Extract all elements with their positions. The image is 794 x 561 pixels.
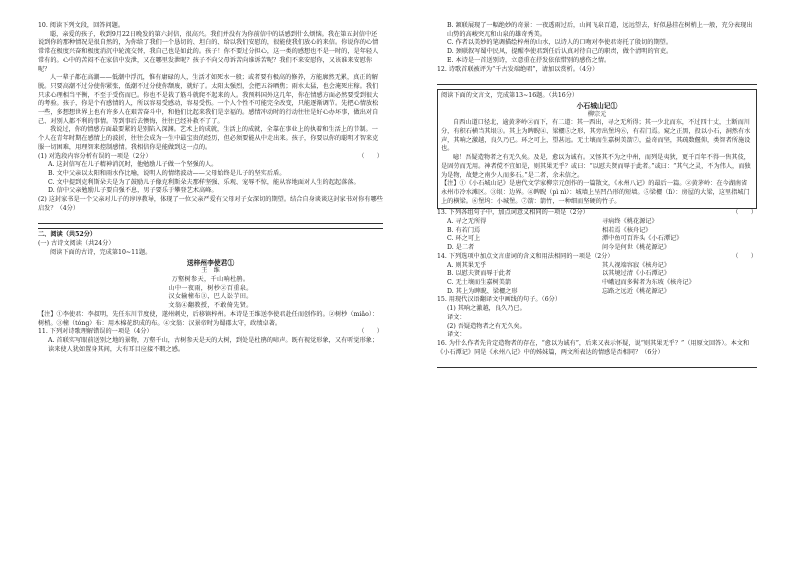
option-a: A. 首联实写眼前送别之地的景物，万壑千山，古树参天是天的大树，到处是杜鹃的啼声。既有视觉形象，又有听觉形象；读来使人犹如置身其间，大有耳目应接不暇之感。	[48, 336, 379, 353]
q14-text: 14. 下列选项中加点文言虚词的含义和用法相同的一项是（2分）	[437, 252, 614, 260]
poem-line: 汉女输橦布③，巴人讼芋田。	[168, 293, 253, 301]
translation-label-text: 译文：	[447, 313, 466, 321]
q10-sub1-text: (1) 对选段内容分析有误的一项是（2分）	[38, 152, 152, 160]
q14-stem	[437, 253, 757, 262]
answer-paren[interactable]: （ ）	[358, 152, 383, 160]
passage-paragraph: 聪，亲爱的孩子，收到9月22日晚发的第六封信，很高兴。我们并没有为你前信中的话感到什么烦恼。我在第五封信中还说到你的那种情况是很自然的，为你给了我们一个恳切的、坦白的、给以我们安慰的，很能使我们放心的来信。你说你的心情常常在极度兴奋和极度消沉中轮流交替，我自己也是如此的。孩子！你不要过分担心，这一类的感想也不是一时的，是年轻人常有的。心中的苦闷不在家信中发泄，又在哪里发泄呢？孩子不向父母诉苦向谁诉苦呢？我们不来安慰你，又该谁来安慰你呢？	[38, 30, 379, 73]
box-header: 阅读下面的文言文，完成第13~16题。（共16分）	[441, 92, 579, 100]
option-left: C. 无土壤而生嘉树美箭	[447, 278, 512, 286]
q11-text: 11. 下列对诗歌理解错误的一项是（4分）	[38, 328, 153, 336]
option-right: 以其境过清《小石潭记》	[602, 270, 671, 278]
option-left: B. 以慰夫贤而辱于此者	[447, 270, 512, 278]
q16-stem: 16. 为什么作者先肯定造物者的存在，“愈以为诚有”，后来又表示怀疑，说“则其果无乎？”（用原文回答）。本文和《小石潭记》同是《永州八记》中的姊妹篇，两文所表达的情感是否相同？（6分）	[437, 339, 750, 356]
divider	[38, 228, 383, 229]
passage-paragraph: 我说过，你的情感方面最要紧的是别陷入深渊。艺术上的成就，生活上的成就，全靠在事业上的执着和生活上的节制。一个人在青年时期在感情上的波折，往往会成为一生中最宝贵的经历，但必须要能从中走出来。孩子，你要以你的聪明才智来克服一切困难，用理智来控制感情。我相信你是能做到这一点的。	[38, 126, 379, 151]
q15-item: (2) 吾疑造物者之有无久矣。	[447, 322, 526, 330]
option-row	[437, 262, 757, 271]
option-c: C. 作者以美妙的笔调描绘梓州的山水，以诗人的口吻对李使君寄托了殷切的期望。	[447, 39, 673, 47]
option-b: B. 颔联展现了一幅绝妙的奇景：一夜透雨过后，山间飞泉百道，远远望去，好似悬挂在树梢上一般，充分表现出山势的高峻突兀和山泉的雄奇秀美。	[447, 22, 753, 38]
prose-title: 小石城山记①	[576, 101, 618, 110]
poem-line: 万壑树参天，千山响杜鹃。	[171, 275, 250, 283]
answer-paren[interactable]: （ ）	[358, 328, 383, 336]
poem-author: 王 维	[201, 267, 220, 275]
poem-note: 【注】①李使君：李叔明，先任东川节度使，遂州刺史，后移镇梓州。本诗是王维送李使君赴任而创作的。②树杪（miǎo）：树梢。③橦（tóng）布：用木棉花织成的布。④文翁：汉景帝时为蜀郡太守，政绩卓著。	[38, 310, 379, 327]
option-left: D. 其上为睥睨、梁欐之形	[447, 287, 518, 295]
q15-item: (1) 其响之激越，良久乃已。	[447, 305, 526, 313]
q13-text: 13. 下列各组句子中，加点词意义相同的一项是（2分）	[437, 209, 589, 217]
q12-stem: 12. 诗歌首联被评为“千古发端绝唱”，请加以赏析。（4分）	[437, 65, 599, 73]
prose-author: 柳宗元	[587, 110, 607, 118]
passage-paragraph: 人一辈子都在高潮——低潮中浮沉，惟有庸碌的人，生活才如死水一般；或者要有极高的修养，方能廓然无累，真正的解脱。只要高潮不过分使你紧张，低潮不过分使你颓废，就好了。太阳太强烈，会把五谷晒焦；雨水太猛，也会淹死庄稼。我们只求心理相当平衡，不至于受伤而已。你也不是栽了筋斗就爬不起来的人。我预料国外这几年，你在情感方面必然要受到很大的考验。孩子，你是个有感情的人，所以容易受感动，容易受伤。一个人个性不可能完全改变，只能逐渐调节。先把心情放松一些，多想想世界上也有许多人在艰苦奋斗中，和他们比起来我们是幸福的。感情冲动时的行动往往是好心办坏事，做出对自己、对别人都不利的事情。等到事后去懊悔，往往已经补救不了了。	[38, 74, 379, 125]
option-left: B. 有若门焉	[447, 226, 481, 234]
option-row	[437, 227, 757, 236]
option-c: C. 文中提到克利斯朵夫是为了鼓励儿子像克利斯朵夫那样坚强、乐观、宠辱不惊，能从容地面对人生的起起落落。	[48, 178, 360, 186]
option-left: A. 寻之无所得	[447, 218, 487, 226]
answer-line[interactable]	[38, 215, 383, 224]
answer-line[interactable]	[437, 76, 757, 85]
q10-sub2: (2) 这封家书是一个父亲对儿子的谆谆教导，体现了一位父亲严爱有父母对子女深切的期望。结合自身谈谈这封家书对你有哪些启发？（4分）	[38, 196, 383, 212]
option-row	[437, 270, 757, 279]
option-row	[437, 235, 757, 244]
option-b: B. 文中父亲以太阳和雨水作比喻，说明人的情绪波动——父母始终是儿子的坚实后盾。	[48, 169, 286, 177]
prose-paragraph: 噫！吾疑造物者之有无久矣。及是，愈以为诚有。又怪其不为之中州，而列是夷狄，更千百年不得一售其伎，是固劳而无用。神者傥不宜如是，则其果无乎？或曰：“以慰夫贤而辱于此者。”或曰：“其气之灵，不为伟人，而独为是物，故楚之南少人而多石。”是二者，余未信之。	[441, 154, 751, 179]
poem-title: 送梓州李使君①	[186, 258, 235, 267]
option-right: 寻病终《桃花源记》	[602, 218, 658, 226]
translation-label	[437, 314, 757, 323]
reading-box	[437, 89, 757, 209]
option-right: 相若焉《核舟记》	[602, 226, 652, 234]
subsection-heading: (一) 古诗文阅读（共24分）	[38, 240, 115, 248]
prose-note: 【注】①《小石城山记》是唐代文学家柳宗元创作的一篇散文，《永州八记》的最后一篇。②黄茅岭：在今湖南省永州市冷水滩区。③垠：边界。④睥睨（pì nì）：城墙上呈凹凸形的短墙。⑤梁欐（lì）：房屋的大梁，这里指城门上的横梁。⑥堡坞：小城堡。⑦箭：箭竹，一种细而坚硬的竹子。	[441, 180, 750, 205]
option-row	[437, 279, 757, 288]
poem-intro: 阅读下面的古诗，完成第10~11题。	[50, 248, 152, 256]
option-d: D. 信中父亲勉励儿子要自强不息，男子要乐于攀登艺术高峰。	[48, 187, 218, 195]
option-right: 潭中鱼可百许头《小石潭记》	[602, 235, 683, 243]
right-column	[437, 22, 757, 372]
answer-line[interactable]	[437, 359, 757, 368]
answer-paren[interactable]: （ ）	[732, 252, 757, 260]
q10-sub1	[38, 153, 383, 162]
option-left: C. 环之可上	[447, 235, 481, 243]
option-right: 中峨冠而多髯者为东坡《核舟记》	[602, 278, 695, 286]
option-a: A. 这封信写在儿子精神消沉时，他勉励儿子做一个坚强的人。	[48, 161, 218, 169]
q13-stem	[437, 209, 757, 218]
option-right: 忘路之远近《桃花源记》	[602, 287, 671, 295]
q15-stem: 15. 用现代汉语翻译文中画线的句子。（6分）	[437, 296, 562, 304]
option-right: 问今是何世《桃花源记》	[602, 244, 671, 252]
q11-stem	[38, 328, 383, 337]
left-column	[38, 22, 383, 354]
prose-paragraph: 自西山道口径北，逾黄茅岭②而下，有二道：其一西出，寻之无所得；其一少北而东，不过四十丈，土断而川分，有积石横当其垠③。其上为睥睨④、梁欐⑤之形，其旁出堡坞⑥，有若门焉。窥之正黑，投以小石，洞然有水声，其响之激越，良久乃已。环之可上，望甚远。无土壤而生嘉树美箭⑦，益奇而坚，其疏数偃仰，类智者所施设也。	[441, 119, 751, 153]
option-left: D. 是二者	[447, 244, 475, 252]
answer-paren[interactable]: （ ）	[732, 209, 757, 217]
option-e: E. 本诗是一首送别诗，立意重在抒发依依惜别的感伤之情。	[447, 56, 611, 64]
option-right: 其人视端容寂《核舟记》	[602, 261, 671, 269]
poem-line: 文翁④翻教授，不敢倚先贤。	[168, 302, 253, 310]
poem-line: 山中一夜雨，树杪②百重泉。	[168, 284, 253, 292]
option-left: A. 则其果无乎	[447, 261, 487, 269]
section-heading: 二、阅读（共52分）	[38, 231, 97, 239]
q10-stem: 10. 阅读下列文段，回答问题。	[38, 22, 125, 29]
option-d: D. 颈联叙写蜀中民风，提醒李使君到任后认真对待自己的职责，做个清明的官吏。	[447, 48, 673, 56]
option-row	[437, 244, 757, 253]
translation-label-text: 译文：	[447, 331, 466, 339]
translation-label	[437, 331, 757, 340]
option-row	[437, 218, 757, 227]
